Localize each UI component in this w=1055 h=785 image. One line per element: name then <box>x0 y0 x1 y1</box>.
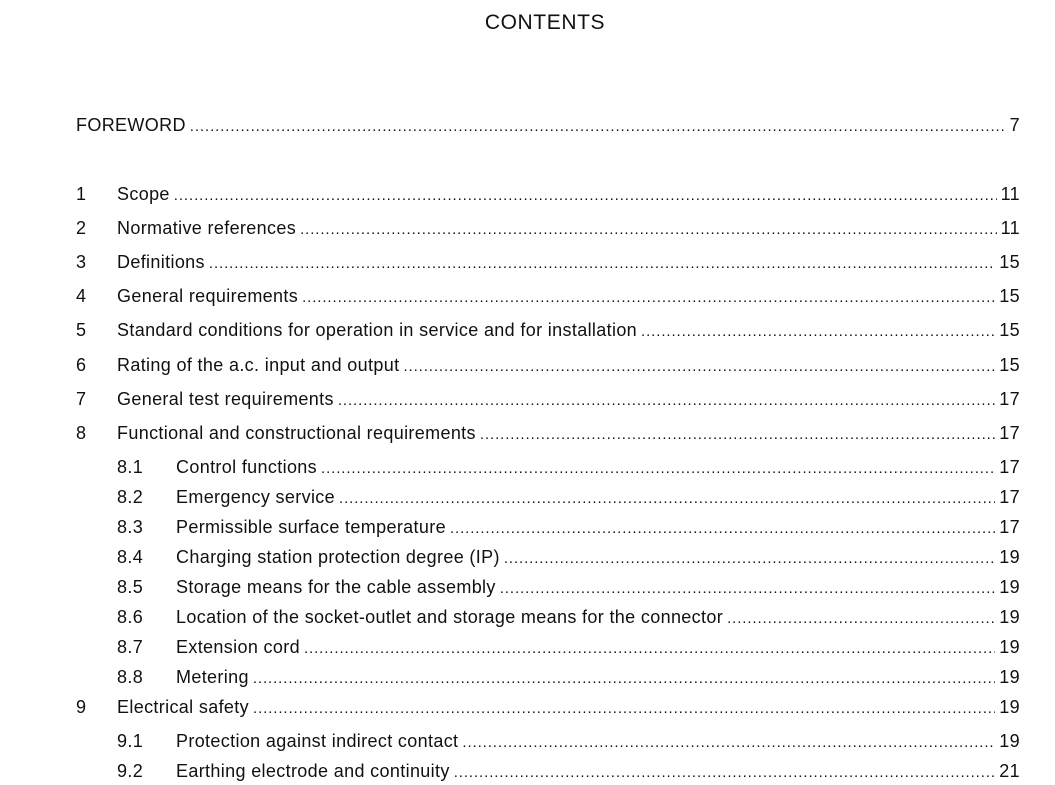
toc-entry-subsection[interactable] <box>117 605 1020 629</box>
toc-entry-subsection[interactable] <box>117 545 1020 569</box>
toc-entry-number: 8.5 <box>117 577 144 597</box>
toc-entry-section[interactable] <box>76 353 1020 377</box>
toc-entry-title: Metering <box>176 667 249 687</box>
toc-entry-subsection[interactable] <box>117 665 1020 689</box>
toc-entry-section[interactable] <box>76 318 1020 342</box>
toc-leader-dots <box>174 184 997 208</box>
toc-leader-dots <box>500 577 996 601</box>
toc-entry-page: 17 <box>999 457 1020 477</box>
toc-leader-dots <box>462 731 995 755</box>
toc-entry-subsection[interactable] <box>117 575 1020 599</box>
toc-entry-subsection[interactable] <box>117 729 1020 753</box>
toc-entry-number: 8.4 <box>117 547 144 567</box>
toc-entry-subsection[interactable] <box>117 455 1020 479</box>
toc-leader-dots <box>338 389 995 413</box>
toc-entry-section[interactable] <box>76 387 1020 411</box>
toc-leader-dots <box>727 607 995 631</box>
toc-entry-number: 9.1 <box>117 731 144 751</box>
toc-entry-title: Emergency service <box>176 487 336 507</box>
toc-entry-page: 11 <box>1000 218 1020 238</box>
toc-entry-section[interactable] <box>76 216 1020 240</box>
toc-entry-section[interactable] <box>76 182 1020 206</box>
toc-leader-dots <box>403 355 995 379</box>
toc-entry-number: 5 <box>76 320 87 340</box>
toc-entry-number: 6 <box>76 355 87 375</box>
toc-entry-number: 8.2 <box>117 487 144 507</box>
toc-entry-number: 8.8 <box>117 667 144 687</box>
toc-entry-section[interactable] <box>76 284 1020 308</box>
toc-entry-page: 17 <box>999 423 1020 443</box>
toc-entry-page: 19 <box>999 697 1020 717</box>
toc-entry-page: 19 <box>999 607 1020 627</box>
toc-entry-page: 15 <box>999 286 1020 306</box>
toc-entry-title: Protection against indirect contact <box>176 731 459 751</box>
toc-entry-number: 8.6 <box>117 607 144 627</box>
toc-entry-subsection[interactable] <box>117 635 1020 659</box>
toc-entry-subsection[interactable] <box>117 515 1020 539</box>
toc-entry-number: 1 <box>76 184 87 204</box>
toc-entry-title: General requirements <box>117 286 299 306</box>
toc-leader-dots <box>304 637 995 661</box>
toc-entry-number: 8 <box>76 423 87 443</box>
toc-leader-dots <box>190 115 1006 139</box>
toc-entry-title: Earthing electrode and continuity <box>176 761 450 781</box>
toc-entry-page: 21 <box>999 761 1020 781</box>
toc-entry-title: Extension cord <box>176 637 300 657</box>
page-title: CONTENTS <box>484 11 606 34</box>
toc-entry-page: 17 <box>999 389 1020 409</box>
toc-entry-number: 7 <box>76 389 87 409</box>
toc-entry-title: Electrical safety <box>117 697 249 717</box>
toc-entry-page: 19 <box>999 731 1020 751</box>
toc-entry-title: Standard conditions for operation in service and for installation <box>117 320 638 340</box>
toc-leader-dots <box>454 761 996 785</box>
toc-leader-dots <box>641 320 995 344</box>
toc-entry-title: Normative references <box>117 218 297 238</box>
toc-leader-dots <box>504 547 995 571</box>
toc-entry-section[interactable] <box>76 421 1020 445</box>
toc-leader-dots <box>321 457 995 481</box>
toc-entry-page: 15 <box>999 355 1020 375</box>
toc-entry-number: 9.2 <box>117 761 144 781</box>
toc-entry-page: 11 <box>1000 184 1020 204</box>
toc-leader-dots <box>253 697 995 721</box>
toc-entry-title: Location of the socket-outlet and storage means for the connector <box>176 607 724 627</box>
toc-leader-dots <box>300 218 997 242</box>
toc-entry-page: 19 <box>999 577 1020 597</box>
toc-entry-title: Permissible surface temperature <box>176 517 446 537</box>
toc-entry-page: 19 <box>999 547 1020 567</box>
toc-entry-title: Scope <box>117 184 170 204</box>
toc-entry-title: Storage means for the cable assembly <box>176 577 496 597</box>
toc-leader-dots <box>302 286 995 310</box>
toc-entry-page: 19 <box>999 637 1020 657</box>
toc-entry-section[interactable] <box>76 250 1020 274</box>
toc-entry-number: 2 <box>76 218 87 238</box>
toc-entry-title: Rating of the a.c. input and output <box>117 355 400 375</box>
toc-entry-page: 15 <box>999 320 1020 340</box>
toc-entry-subsection[interactable] <box>117 485 1020 509</box>
toc-leader-dots <box>209 252 995 276</box>
toc-entry-number: 8.3 <box>117 517 144 537</box>
toc-entry-number: 9 <box>76 697 87 717</box>
toc-entry-title: Control functions <box>176 457 318 477</box>
toc-entry-foreword[interactable] <box>76 113 1020 137</box>
toc-leader-dots <box>480 423 995 447</box>
toc-entry-page: 17 <box>999 517 1020 537</box>
toc-leader-dots <box>253 667 995 691</box>
toc-entry-page: 7 <box>1009 115 1020 135</box>
toc-entry-number: 4 <box>76 286 87 306</box>
toc-leader-dots <box>339 487 995 511</box>
toc-entry-title: Charging station protection degree (IP) <box>176 547 500 567</box>
toc-entry-section[interactable] <box>76 695 1020 719</box>
toc-entry-title: Functional and constructional requirements <box>117 423 476 443</box>
toc-entry-title: General test requirements <box>117 389 334 409</box>
toc-entry-title: FOREWORD <box>76 115 186 135</box>
toc-entry-page: 17 <box>999 487 1020 507</box>
toc-entry-number: 8.1 <box>117 457 144 477</box>
toc-entry-page: 15 <box>999 252 1020 272</box>
toc-leader-dots <box>450 517 995 541</box>
toc-entry-title: Definitions <box>117 252 205 272</box>
toc-entry-subsection[interactable] <box>117 759 1020 783</box>
toc-entry-number: 3 <box>76 252 87 272</box>
toc-entry-page: 19 <box>999 667 1020 687</box>
toc-entry-number: 8.7 <box>117 637 144 657</box>
